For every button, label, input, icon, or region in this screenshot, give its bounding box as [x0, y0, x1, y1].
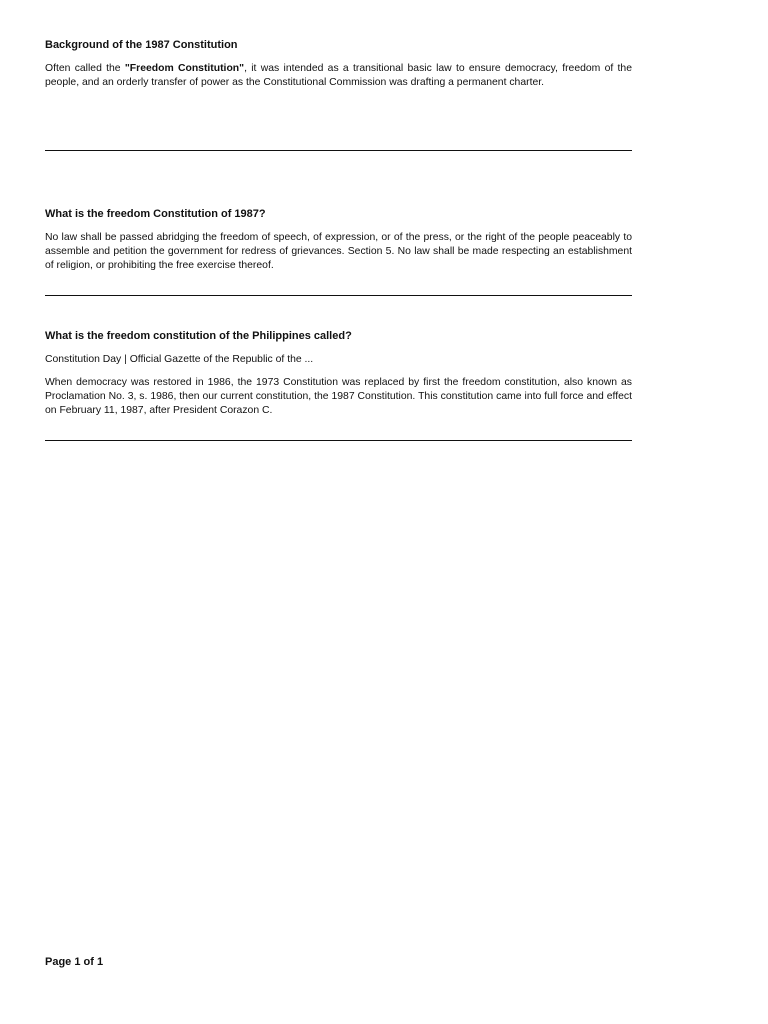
page-number: Page 1 of 1: [45, 956, 104, 968]
section-what-is-freedom-constitution: [45, 207, 632, 273]
paragraph-text: Often called the: [45, 63, 125, 74]
section-heading: What is the freedom constitution of the Philippines called?: [45, 330, 352, 342]
section-divider: [45, 440, 632, 441]
section-divider: [45, 150, 632, 151]
section-freedom-constitution-called: [45, 329, 632, 418]
section-paragraph: Constitution Day | Official Gazette of the Republic of the ...: [45, 354, 314, 365]
section-divider: [45, 295, 632, 296]
section-heading: Background of the 1987 Constitution: [45, 39, 238, 51]
section-paragraph: [45, 62, 632, 90]
section-background: [45, 38, 632, 90]
section-heading: What is the freedom Constitution of 1987?: [45, 208, 266, 220]
section-paragraph: No law shall be passed abridging the freedom of speech, of expression, or of the press, or the right of the people peaceably to assemble and petition the government for redress of grievances. Section 5. No law shall be made respecting an establishment of religion, or prohibiting the free exercise thereof.: [45, 232, 632, 271]
paragraph-text: , it was intended as a transitional basic law to ensure democracy, freedom of the people, and an orderly transfer of power as the Constitutional Commission was drafting a permanent charter.: [45, 63, 632, 88]
section-paragraph: When democracy was restored in 1986, the 1973 Constitution was replaced by first the freedom constitution, also known as Proclamation No. 3, s. 1986, then our current constitution, the 1987 Constitution. This constitution came into full force and effect on February 11, 1987, after President Corazon C.: [45, 377, 632, 416]
paragraph-emphasis: "Freedom Constitution": [124, 63, 245, 74]
document-page: [45, 0, 632, 1024]
